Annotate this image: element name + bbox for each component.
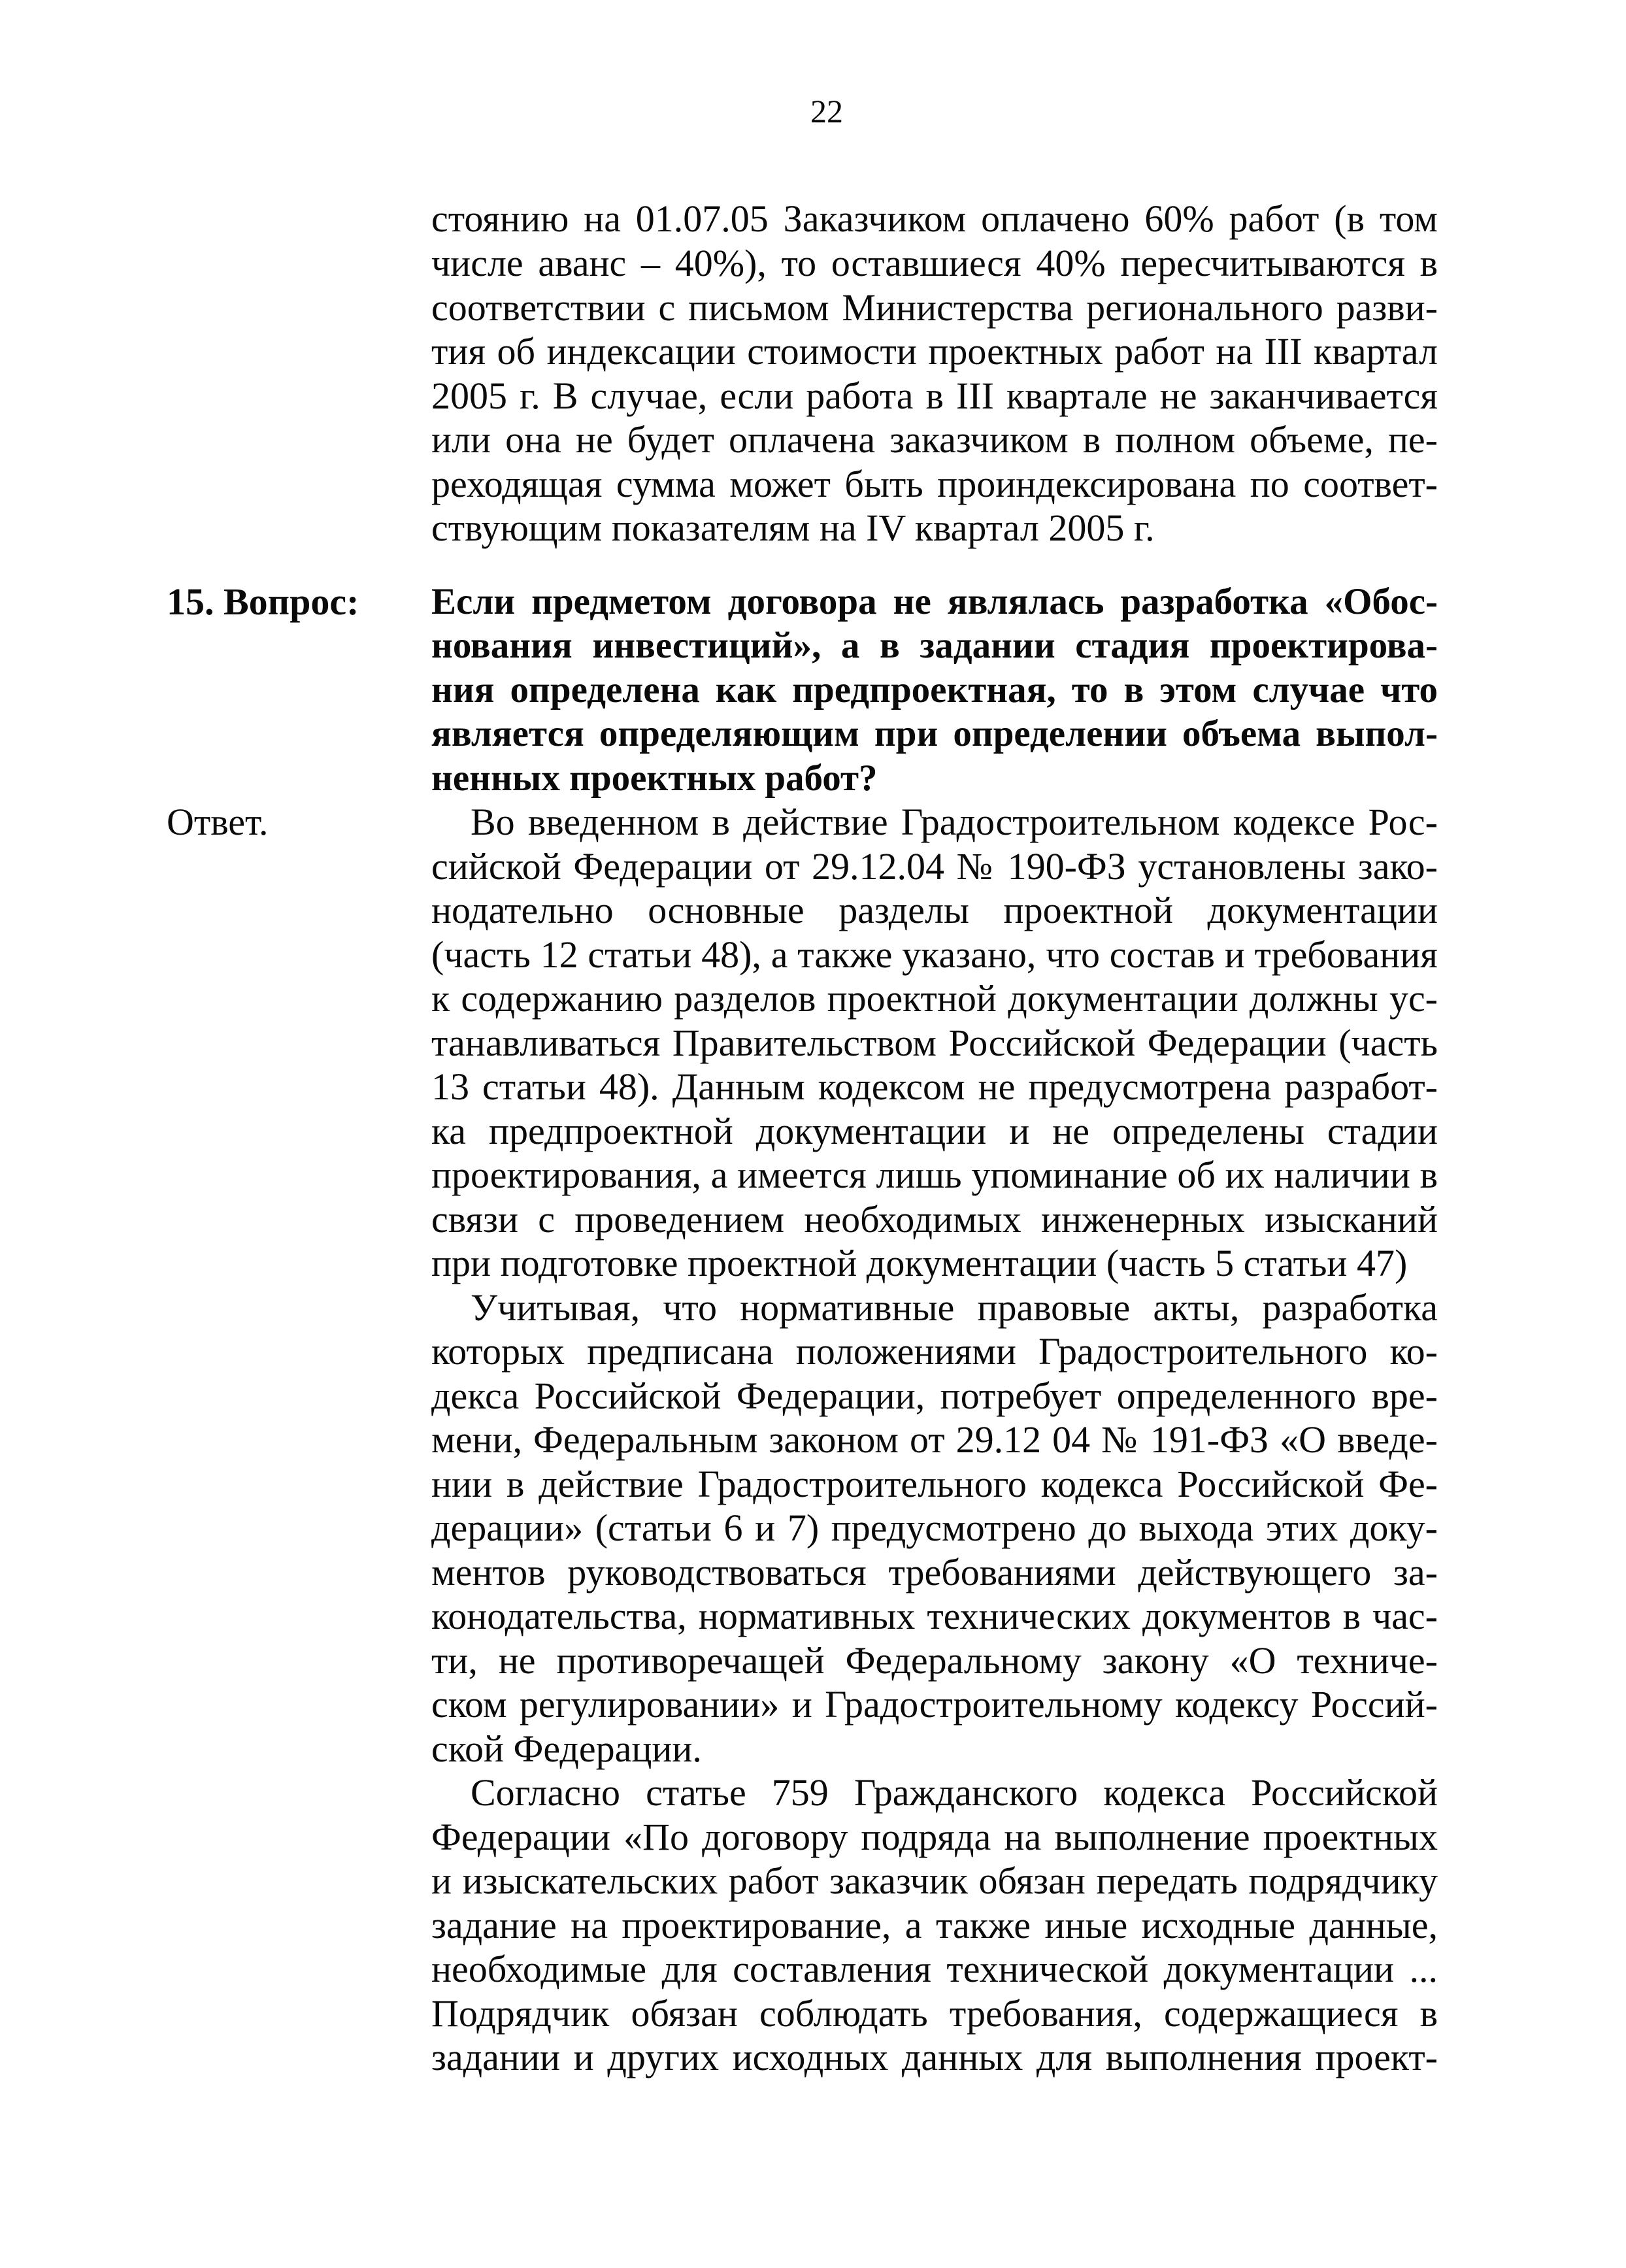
text-line: 2005 г. В случае, если работа в III квартале не заканчивается — [431, 375, 1438, 417]
text-line: конодательства, нормативных технических документов в час- — [431, 1595, 1438, 1637]
text-line: при подготовке проектной документации (часть 5 статьи 47) — [431, 1242, 1408, 1284]
text-line: к содержанию разделов проектной документации должны ус- — [431, 977, 1438, 1020]
text-line: числе аванс – 40%), то оставшиеся 40% пересчитываются в — [431, 242, 1438, 284]
text-line: стоянию на 01.07.05 Заказчиком оплачено 60% работ (в том — [431, 197, 1438, 240]
question-line: ненных проектных работ? — [431, 758, 878, 799]
text-line: ствующим показателям на IV квартал 2005 г. — [431, 507, 1155, 549]
text-line: необходимые для составления технической документации ... — [431, 1948, 1438, 1990]
text-line: нии в действие Градостроительного кодекса Российской Фе- — [431, 1463, 1438, 1505]
answer-label: Ответ. — [167, 801, 269, 843]
text-line: задании и других исходных данных для выполнения проект- — [431, 2036, 1438, 2078]
text-line: сийской Федерации от 29.12.04 № 190-ФЗ установлены зако- — [431, 845, 1438, 888]
text-line: Подрядчик обязан соблюдать требования, содержащиеся в — [431, 1992, 1438, 2035]
text-line: тия об индексации стоимости проектных работ на III квартал — [431, 330, 1438, 373]
question-line: нования инвестиций», а в задании стадия проектирова- — [431, 625, 1438, 666]
text-line: ментов руководствоваться требованиями действующего за- — [431, 1551, 1438, 1593]
text-line: танавливаться Правительством Российской Федерации (часть — [431, 1022, 1438, 1064]
text-line: Во введенном в действие Градостроительном кодексе Рос- — [471, 801, 1438, 843]
text-line: которых предписана положениями Градостроительного ко- — [431, 1330, 1438, 1373]
text-line: Согласно статье 759 Гражданского кодекса Российской — [471, 1771, 1438, 1814]
text-line: Учитывая, что нормативные правовые акты, разработка — [471, 1286, 1438, 1329]
text-line: соответствии с письмом Министерства регионального разви- — [431, 286, 1438, 329]
text-line: задание на проектирование, а также иные исходные данные, — [431, 1904, 1438, 1946]
text-line: или она не будет оплачена заказчиком в полном объеме, пе- — [431, 418, 1438, 461]
text-line: ка предпроектной документации и не определены стадии — [431, 1110, 1438, 1152]
text-line: мени, Федеральным законом от 29.12 04 № 191-ФЗ «О введе- — [431, 1418, 1438, 1461]
text-line: и изыскательских работ заказчик обязан передать подрядчику — [431, 1859, 1438, 1902]
text-line: декса Российской Федерации, потребует определенного вре- — [431, 1375, 1438, 1417]
text-line: ской Федерации. — [431, 1727, 702, 1770]
text-line: Федерации «По договору подряда на выполнение проектных — [431, 1816, 1438, 1858]
text-line: (часть 12 статьи 48), а также указано, что состав и требования — [431, 933, 1438, 976]
question-label: 15. Вопрос: — [167, 580, 359, 623]
page-number: 22 — [810, 93, 843, 129]
text-line: связи с проведением необходимых инженерных изысканий — [431, 1198, 1438, 1241]
question-line: Если предметом договора не являлась разработка «Обос- — [431, 581, 1438, 622]
question-line: ния определена как предпроектная, то в этом случае что — [431, 669, 1438, 710]
text-line: дерации» (статьи 6 и 7) предусмотрено до выхода этих доку- — [431, 1507, 1438, 1549]
text-line: ти, не противоречащей Федеральному закону «О техниче- — [431, 1639, 1438, 1682]
text-line: 13 статьи 48). Данным кодексом не предусмотрена разработ- — [431, 1065, 1438, 1108]
text-line: реходящая сумма может быть проиндексирована по соответ- — [431, 463, 1438, 505]
text-line: проектирования, а имеется лишь упоминание об их наличии в — [431, 1154, 1438, 1196]
question-line: является определяющим при определении объема выпол- — [431, 713, 1438, 754]
text-line: ском регулировании» и Градостроительному кодексу Россий- — [431, 1683, 1438, 1726]
text-line: нодательно основные разделы проектной документации — [431, 889, 1438, 931]
